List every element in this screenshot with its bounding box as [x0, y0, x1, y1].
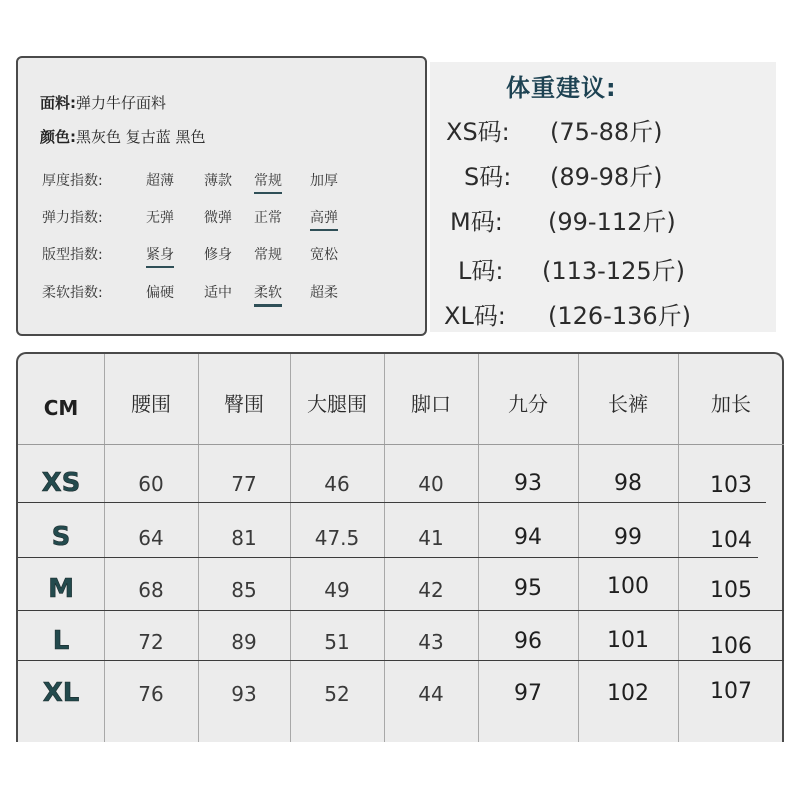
weight-range: (89-98斤) — [550, 163, 663, 191]
weight-row-l — [458, 251, 686, 286]
table-cell: 104 — [710, 528, 752, 553]
table-cell: 93 — [231, 682, 257, 706]
weight-title: 体重建议: — [506, 74, 617, 102]
col-header-waist: 腰围 — [131, 392, 171, 416]
table-cell: 41 — [418, 526, 444, 550]
size-label-xs: XS — [41, 468, 81, 498]
elasticity-option: 正常 — [254, 210, 282, 226]
table-cell: 76 — [138, 682, 164, 706]
table-cell: 77 — [231, 472, 257, 496]
color-value: 黑灰色 复古蓝 黑色 — [76, 128, 206, 146]
table-cell: 96 — [514, 629, 542, 654]
elasticity-index-label: 弹力指数: — [42, 210, 103, 226]
softness-index-label: 柔软指数: — [42, 285, 103, 301]
fabric-spec-panel — [16, 56, 427, 336]
col-header-hip: 臀围 — [224, 392, 264, 416]
size-chart-table — [16, 352, 784, 742]
thickness-index-label: 厚度指数: — [42, 173, 103, 189]
thickness-option: 薄款 — [204, 173, 232, 189]
size-label-s: S — [51, 522, 71, 552]
weight-row-s — [464, 157, 663, 192]
row-divider — [18, 660, 784, 661]
table-cell: 89 — [231, 630, 257, 654]
thickness-option: 超薄 — [146, 173, 174, 189]
table-cell: 93 — [514, 471, 542, 496]
softness-option-selected: 柔软 — [254, 282, 282, 307]
table-cell: 44 — [418, 682, 444, 706]
fit-option: 修身 — [204, 247, 232, 263]
table-cell: 43 — [418, 630, 444, 654]
fit-option: 常规 — [254, 247, 282, 263]
weight-range: (113-125斤) — [542, 257, 686, 285]
row-divider — [18, 610, 784, 611]
softness-option: 超柔 — [310, 285, 338, 301]
table-cell: 68 — [138, 578, 164, 602]
col-header-extra-long: 加长 — [711, 392, 751, 416]
weight-size-label: M码: — [450, 208, 503, 236]
row-divider — [18, 557, 758, 558]
fabric-value: 弹力牛仔面料 — [76, 94, 167, 112]
table-cell: 42 — [418, 578, 444, 602]
weight-size-label: S码: — [464, 163, 512, 191]
table-cell: 40 — [418, 472, 444, 496]
table-cell: 101 — [607, 628, 649, 653]
weight-range: (75-88斤) — [550, 118, 663, 146]
col-header-thigh: 大腿围 — [307, 392, 367, 416]
table-cell: 97 — [514, 681, 542, 706]
fabric-line — [40, 92, 166, 113]
table-cell: 99 — [614, 525, 642, 550]
header-divider — [18, 444, 784, 445]
col-header-ninth-length: 九分 — [508, 392, 548, 416]
softness-option: 偏硬 — [146, 285, 174, 301]
table-cell: 100 — [607, 574, 649, 599]
weight-size-label: XL码: — [444, 302, 506, 330]
table-cell: 94 — [514, 525, 542, 550]
table-cell: 95 — [514, 576, 542, 601]
elasticity-option-selected: 高弹 — [310, 207, 338, 231]
weight-size-label: L码: — [458, 257, 504, 285]
table-cell: 107 — [710, 679, 752, 704]
table-cell: 49 — [324, 578, 350, 602]
table-cell: 64 — [138, 526, 164, 550]
table-cell: 105 — [710, 578, 752, 603]
fabric-label: 面料: — [40, 94, 76, 112]
weight-range: (126-136斤) — [548, 302, 692, 330]
weight-row-m — [450, 202, 676, 237]
unit-header: CM — [43, 396, 79, 420]
fit-option: 宽松 — [310, 247, 338, 263]
table-cell: 102 — [607, 681, 649, 706]
thickness-option-selected: 常规 — [254, 170, 282, 194]
thickness-option: 加厚 — [310, 173, 338, 189]
row-divider — [18, 502, 766, 503]
fit-index-label: 版型指数: — [42, 247, 103, 263]
table-cell: 106 — [710, 634, 752, 659]
weight-row-xs — [446, 112, 663, 147]
table-cell: 98 — [614, 471, 642, 496]
size-label-xl: XL — [42, 678, 80, 708]
table-cell: 72 — [138, 630, 164, 654]
table-cell: 81 — [231, 526, 257, 550]
elasticity-option: 无弹 — [146, 210, 174, 226]
weight-range: (99-112斤) — [548, 208, 676, 236]
elasticity-option: 微弹 — [204, 210, 232, 226]
weight-row-xl — [444, 296, 692, 331]
weight-size-label: XS码: — [446, 118, 510, 146]
softness-option: 适中 — [204, 285, 232, 301]
fit-option-selected: 紧身 — [146, 244, 174, 268]
table-cell: 85 — [231, 578, 257, 602]
size-label-l: L — [52, 626, 70, 656]
table-cell: 60 — [138, 472, 164, 496]
color-label: 颜色: — [40, 128, 76, 146]
size-label-m: M — [48, 574, 74, 604]
table-cell: 52 — [324, 682, 350, 706]
table-cell: 51 — [324, 630, 350, 654]
col-header-full-length: 长裤 — [608, 392, 648, 416]
color-line — [40, 126, 206, 147]
table-cell: 46 — [324, 472, 350, 496]
table-cell: 103 — [710, 473, 752, 498]
table-cell: 47.5 — [314, 526, 360, 550]
col-header-hem: 脚口 — [411, 392, 451, 416]
weight-suggestion-panel — [430, 62, 776, 332]
